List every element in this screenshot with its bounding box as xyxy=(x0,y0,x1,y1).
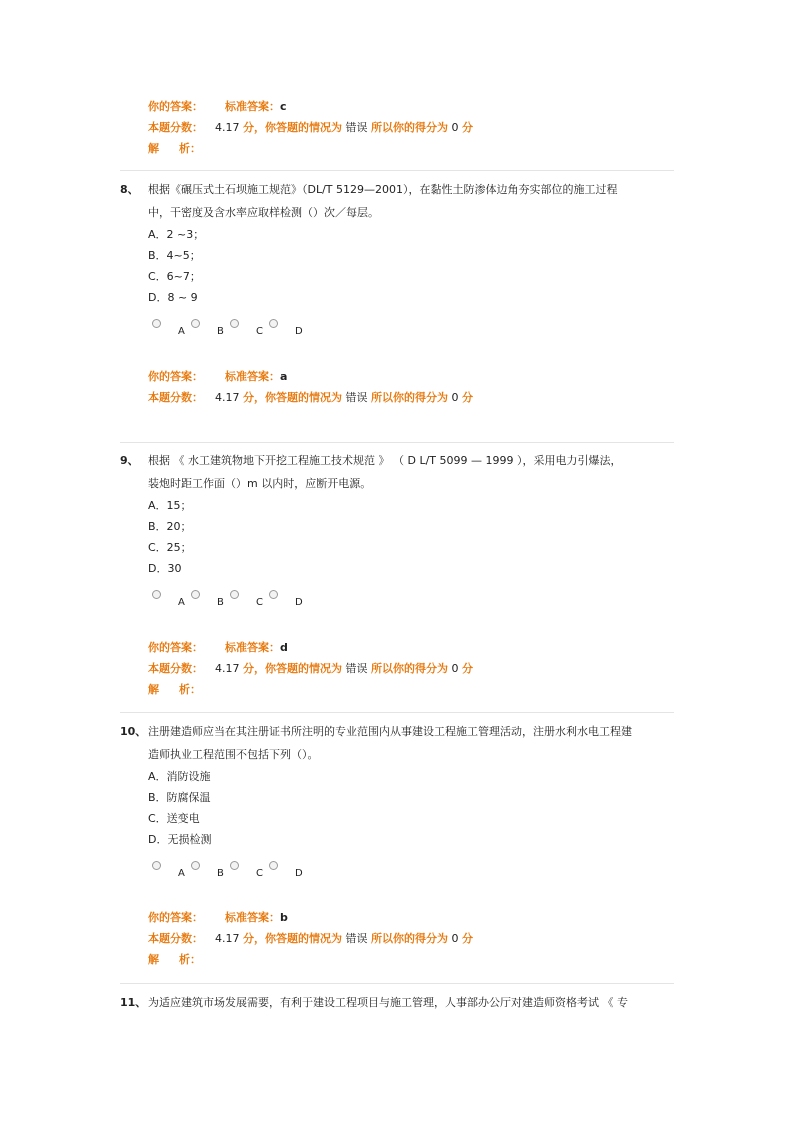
standard-answer-label: 标准答案： xyxy=(225,370,280,383)
option-d: D．30 xyxy=(148,562,182,575)
radio-button[interactable] xyxy=(230,590,239,599)
choice-d[interactable] xyxy=(269,590,309,614)
answer-choices xyxy=(148,319,676,343)
radio-button[interactable] xyxy=(269,861,278,870)
choice-label: B xyxy=(217,326,224,337)
answer-line xyxy=(148,96,678,117)
radio-button[interactable] xyxy=(191,319,200,328)
choice-label: B xyxy=(217,868,224,879)
radio-button[interactable] xyxy=(191,590,200,599)
standard-answer-label: 标准答案： xyxy=(225,641,280,654)
choice-label: C xyxy=(256,326,263,337)
choice-b[interactable] xyxy=(191,590,231,614)
radio-button[interactable] xyxy=(230,319,239,328)
question-line: 注册建造师应当在其注册证书所注明的专业范围内从事建设工程施工管理活动，注册水利水电工程建 xyxy=(148,725,632,738)
final-score-label: 所以你的得分为 xyxy=(371,662,448,675)
your-answer-label: 你的答案： xyxy=(148,911,203,924)
analysis-label-left: 解 xyxy=(148,683,159,696)
earned-unit: 分 xyxy=(462,121,473,134)
option-b: B．4~5； xyxy=(148,249,201,262)
score-label: 本题分数： xyxy=(148,662,203,675)
choice-label: A xyxy=(178,868,185,879)
choice-label: D xyxy=(295,868,303,879)
question-9 xyxy=(120,449,676,614)
analysis-label-right: 析： xyxy=(179,142,201,155)
option-c: C．送变电 xyxy=(148,812,200,825)
question-text xyxy=(120,178,676,224)
choice-label: B xyxy=(217,597,224,608)
choice-b[interactable] xyxy=(191,861,231,885)
question-line: 根据《碾压式土石坝施工规范》（DL/T 5129—2001），在黏性土防渗体边角夯实部位的施工过程 xyxy=(148,183,618,196)
choice-label: D xyxy=(295,597,303,608)
choice-c[interactable] xyxy=(230,861,270,885)
radio-button[interactable] xyxy=(269,319,278,328)
standard-answer-value: b xyxy=(280,911,288,924)
choice-a[interactable] xyxy=(152,590,192,614)
standard-answer-label: 标准答案： xyxy=(225,100,280,113)
result-block-q7 xyxy=(148,96,678,159)
option-a: A．15； xyxy=(148,499,192,512)
option-d: D．无损检测 xyxy=(148,833,212,846)
option-c: C．6~7； xyxy=(148,270,201,283)
question-divider xyxy=(120,170,674,171)
analysis-label-right: 析： xyxy=(179,953,201,966)
score-value: 4.17 xyxy=(215,121,240,134)
question-text xyxy=(120,449,676,495)
choice-d[interactable] xyxy=(269,861,309,885)
radio-button[interactable] xyxy=(191,861,200,870)
standard-answer-value: a xyxy=(280,370,288,383)
option-d: D．8 ~ 9 xyxy=(148,291,198,304)
answer-line xyxy=(148,366,678,387)
status-value: 错误 xyxy=(345,391,368,404)
status-value: 错误 xyxy=(345,662,368,675)
option-b: B．20； xyxy=(148,520,192,533)
score-unit-label: 分，你答题的情况为 xyxy=(243,932,342,945)
answer-line xyxy=(148,637,678,658)
question-text xyxy=(120,720,676,766)
choice-c[interactable] xyxy=(230,319,270,343)
score-value: 4.17 xyxy=(215,391,240,404)
question-text xyxy=(120,991,676,1014)
score-line xyxy=(148,658,678,679)
question-line: 根据 《 水工建筑物地下开挖工程施工技术规范 》 （ D L/T 5099 — 1999 ），采用电力引爆法， xyxy=(148,454,622,467)
score-line xyxy=(148,928,678,949)
status-value: 错误 xyxy=(345,121,368,134)
standard-answer-value: c xyxy=(280,100,287,113)
your-answer-label: 你的答案： xyxy=(148,370,203,383)
your-answer-label: 你的答案： xyxy=(148,641,203,654)
earned-unit: 分 xyxy=(462,391,473,404)
choice-label: C xyxy=(256,597,263,608)
radio-button[interactable] xyxy=(152,319,161,328)
choice-c[interactable] xyxy=(230,590,270,614)
your-answer-label: 你的答案： xyxy=(148,100,203,113)
analysis-label-left: 解 xyxy=(148,953,159,966)
answer-choices xyxy=(148,590,676,614)
earned-unit: 分 xyxy=(462,662,473,675)
option-a: A．消防设施 xyxy=(148,770,211,783)
final-score-label: 所以你的得分为 xyxy=(371,932,448,945)
choice-label: C xyxy=(256,868,263,879)
standard-answer-label: 标准答案： xyxy=(225,911,280,924)
question-divider xyxy=(120,442,674,443)
score-line xyxy=(148,387,678,408)
radio-button[interactable] xyxy=(152,590,161,599)
option-a: A．2 ~3； xyxy=(148,228,205,241)
analysis-label-left: 解 xyxy=(148,142,159,155)
score-value: 4.17 xyxy=(215,662,240,675)
result-block-q10 xyxy=(148,907,678,970)
score-label: 本题分数： xyxy=(148,121,203,134)
result-block-q8 xyxy=(148,366,678,408)
question-number: 11、 xyxy=(120,996,147,1009)
choice-b[interactable] xyxy=(191,319,231,343)
question-divider xyxy=(120,983,674,984)
choice-a[interactable] xyxy=(152,319,192,343)
score-unit-label: 分，你答题的情况为 xyxy=(243,121,342,134)
answer-choices xyxy=(148,861,676,885)
question-line: 装炮时距工作面（）m 以内时，应断开电源。 xyxy=(148,477,372,490)
score-value: 4.17 xyxy=(215,932,240,945)
question-divider xyxy=(120,712,674,713)
final-score-label: 所以你的得分为 xyxy=(371,121,448,134)
score-line xyxy=(148,117,678,138)
earned-value: 0 xyxy=(451,662,459,675)
radio-button[interactable] xyxy=(269,590,278,599)
earned-unit: 分 xyxy=(462,932,473,945)
choice-a[interactable] xyxy=(152,861,192,885)
radio-button[interactable] xyxy=(152,861,161,870)
choice-d[interactable] xyxy=(269,319,309,343)
earned-value: 0 xyxy=(451,932,459,945)
question-11 xyxy=(120,991,676,1014)
score-unit-label: 分，你答题的情况为 xyxy=(243,391,342,404)
choice-label: A xyxy=(178,597,185,608)
earned-value: 0 xyxy=(451,121,459,134)
question-line: 中，干密度及含水率应取样检测（）次／每层。 xyxy=(148,206,379,219)
radio-button[interactable] xyxy=(230,861,239,870)
score-unit-label: 分，你答题的情况为 xyxy=(243,662,342,675)
analysis-line xyxy=(148,949,678,970)
analysis-label-right: 析： xyxy=(179,683,201,696)
score-label: 本题分数： xyxy=(148,932,203,945)
question-number: 9、 xyxy=(120,454,139,467)
answer-line xyxy=(148,907,678,928)
choice-label: D xyxy=(295,326,303,337)
question-line: 造师执业工程范围不包括下列（）。 xyxy=(148,748,319,761)
question-number: 8、 xyxy=(120,183,139,196)
option-c: C．25； xyxy=(148,541,192,554)
choice-label: A xyxy=(178,326,185,337)
earned-value: 0 xyxy=(451,391,459,404)
question-8 xyxy=(120,178,676,343)
analysis-line xyxy=(148,138,678,159)
option-b: B．防腐保温 xyxy=(148,791,211,804)
question-line: 为适应建筑市场发展需要，有利于建设工程项目与施工管理，人事部办公厅对建造师资格考试 《 专 xyxy=(148,996,628,1009)
final-score-label: 所以你的得分为 xyxy=(371,391,448,404)
result-block-q9 xyxy=(148,637,678,700)
analysis-line xyxy=(148,679,678,700)
score-label: 本题分数： xyxy=(148,391,203,404)
status-value: 错误 xyxy=(345,932,368,945)
standard-answer-value: d xyxy=(280,641,288,654)
question-10 xyxy=(120,720,676,885)
question-number: 10、 xyxy=(120,725,147,738)
